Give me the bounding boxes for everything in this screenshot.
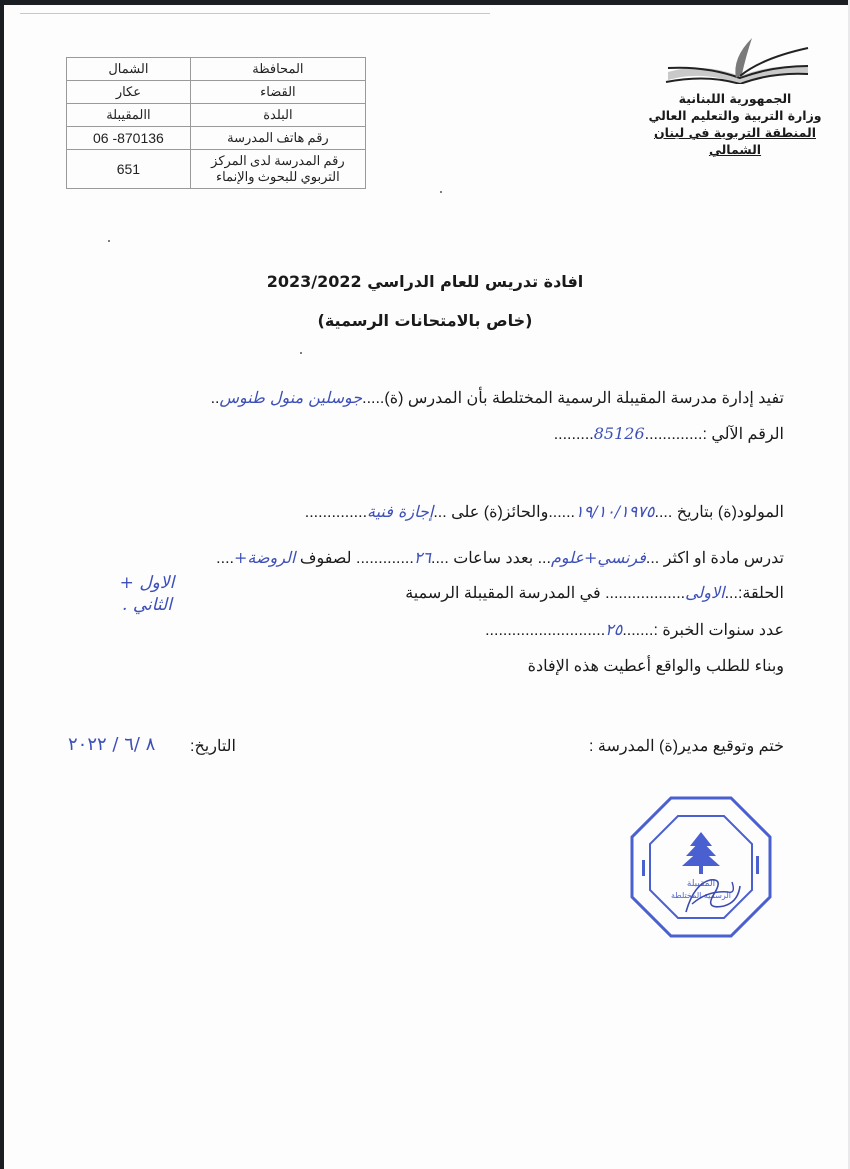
info-value: االمقيبلة [67,104,191,127]
degree-handwritten: إجازة فنية [367,502,434,521]
scan-speck [440,191,442,193]
scan-border-top [0,0,850,5]
document-subtitle: (خاص بالامتحانات الرسمية) [317,311,533,330]
table-row [67,104,366,127]
born-label: المولود(ة) بتاريخ [676,504,784,521]
school-stamp [628,794,774,940]
cedar-tree-icon [682,832,720,874]
teacher-name-handwritten: جوسلين منول طنوس [219,388,363,407]
body-line-teacher: تفيد إدارة مدرسة المقيبلة الرسمية المختلطة بأن المدرس (ة).....جوسلين منول طنوس.. [210,388,784,407]
info-value-school-number: 651 [67,150,191,189]
classes-note-handwritten [92,572,202,616]
subjects-handwritten: فرنسي+علوم [550,548,646,567]
teacher-intro-text: تفيد إدارة مدرسة المقيبلة الرسمية المختلطة بأن المدرس (ة) [384,390,784,407]
classes-note-line: الاول + [119,573,175,593]
table-row [67,81,366,104]
body-line-registration: الرقم الآلي :.............85126......... [553,424,784,443]
experience-handwritten: ٢٥ [605,620,623,639]
hours-handwritten: ٢٦ [413,548,431,567]
body-line-subjects: تدرس مادة او اكثر ...فرنسي+علوم... بعدد ساعات ....٢٦............. لصفوف الروضة+.... [216,548,784,567]
classes-label: لصفوف [299,550,352,567]
registration-label: الرقم الآلي : [702,426,784,443]
table-row [67,127,366,150]
table-row [67,150,366,189]
info-value: الشمال [67,58,191,81]
classes-note-line: الثاني . [122,595,172,615]
stamp-center-text: المقيبلة [686,879,716,889]
school-info-table [66,57,366,189]
school-text: في المدرسة المقيبلة الرسمية [405,585,601,602]
info-label-line: رقم المدرسة لدى المركز [211,153,345,168]
info-value-phone: 06 -870136 [67,127,191,150]
hours-label: بعدد ساعات [453,550,534,567]
ministry-line-republic: الجمهورية اللبنانية [678,91,792,106]
info-label: البلدة [190,104,365,127]
registration-number-handwritten: 85126 [593,424,645,443]
open-book-quill-icon [662,22,812,84]
ministry-header [640,90,830,158]
ministry-line-region: المنطقة التربوية في لبنان الشمالي [653,125,817,157]
cycle-handwritten: الاولى [685,583,725,602]
scan-border-left [0,0,4,1169]
signature-label: ختم وتوقيع مدير(ة) المدرسة : [589,738,784,755]
stamp-center-text-2: الرسمية المختلطة [670,891,732,900]
info-label: القضاء [190,81,365,104]
scan-speck [108,240,110,242]
date-handwritten: ٨ /٦ / ٢٠٢٢ [68,734,156,755]
body-line-experience: عدد سنوات الخبرة :.......٢٥........................... [485,620,784,639]
experience-label: عدد سنوات الخبرة : [653,622,784,639]
info-label: رقم هاتف المدرسة [190,127,365,150]
info-label: المحافظة [190,58,365,81]
info-label [190,150,365,189]
info-label-line: التربوي للبحوث والإنماء [216,169,340,184]
ministry-line-ministry: وزارة التربية والتعليم العالي [648,108,822,123]
classes-handwritten: الروضة+ [233,548,296,567]
birth-date-handwritten: ١٩/١٠/١٩٧٥ [574,502,655,521]
info-value: عكار [67,81,191,104]
teaches-label: تدرس مادة او اكثر [663,550,784,567]
holder-label: والحائز(ة) على [451,504,549,521]
scan-speck [300,352,302,354]
scan-artifact-line [20,13,490,14]
table-row [67,58,366,81]
body-line-birth: المولود(ة) بتاريخ ....١٩/١٠/١٩٧٥......والحائز(ة) على ...إجازة فنية.............. [304,502,784,521]
document-title: افادة تدريس للعام الدراسي 2023/2022 [266,272,584,291]
body-line-closing: وبناء للطلب والواقع أعطيت هذه الإفادة [527,658,784,675]
date-label: التاريخ: [190,738,236,755]
cycle-label: الحلقة: [737,585,784,602]
body-line-cycle: الحلقة:...الاولى.................. في المدرسة المقيبلة الرسمية [405,583,784,602]
